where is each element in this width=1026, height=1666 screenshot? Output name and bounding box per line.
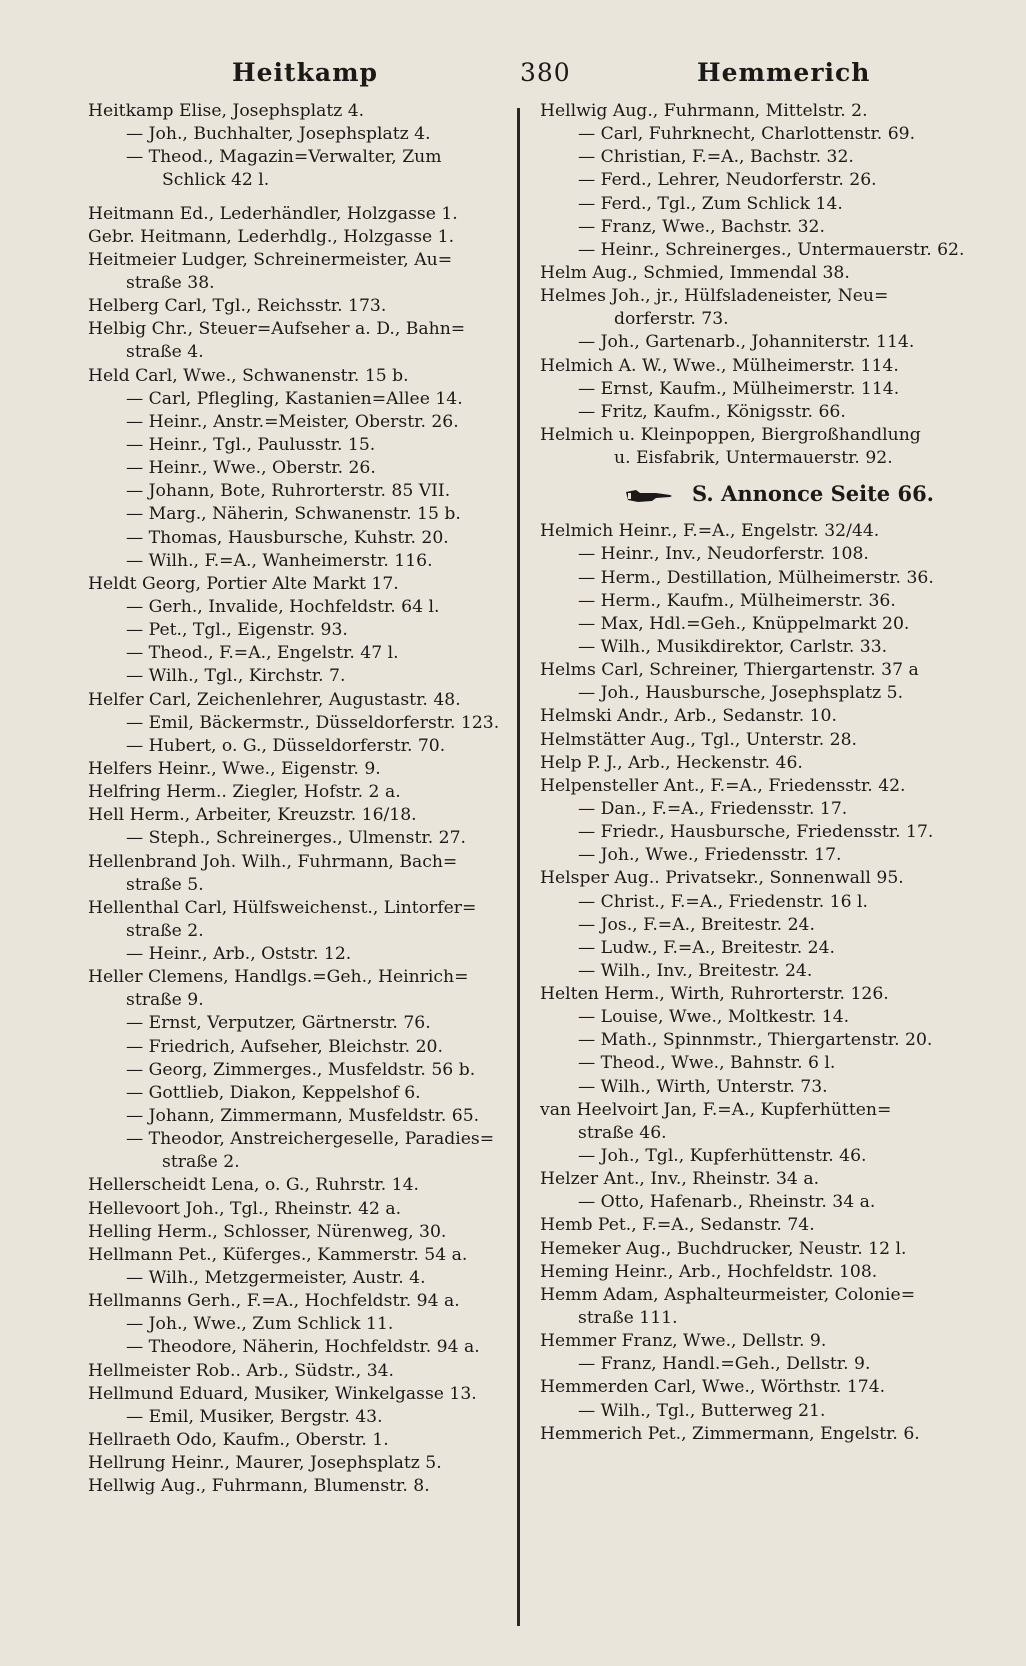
right-column-top-entries xyxy=(540,100,980,470)
entry-gap xyxy=(88,193,506,203)
directory-entry: — Christ., F.=A., Friedenstr. 16 l. xyxy=(578,891,868,912)
directory-entry: Hemb Pet., F.=A., Sedanstr. 74. xyxy=(540,1215,815,1236)
directory-entry: — Theod., Magazin=Verwalter, Zum xyxy=(126,147,442,168)
directory-entry: Helfring Herm.. Ziegler, Hofstr. 2 a. xyxy=(88,782,401,803)
directory-entry: — Ferd., Lehrer, Neudorferstr. 26. xyxy=(578,170,877,191)
directory-entry: Helmes Joh., jr., Hülfsladeneister, Neu= xyxy=(540,286,889,307)
directory-entry: — Joh., Hausbursche, Josephsplatz 5. xyxy=(578,683,904,704)
directory-entry: — Herm., Destillation, Mülheimerstr. 36. xyxy=(578,567,934,588)
directory-entry: Help P. J., Arb., Heckenstr. 46. xyxy=(540,752,803,773)
directory-entry: Hellenbrand Joh. Wilh., Fuhrmann, Bach= xyxy=(88,851,458,872)
page-number: 380 xyxy=(520,58,571,87)
directory-entry: — Heinr., Wwe., Oberstr. 26. xyxy=(126,458,376,479)
directory-entry: — Dan., F.=A., Friedensstr. 17. xyxy=(578,798,848,819)
directory-entry: Hemeker Aug., Buchdrucker, Neustr. 12 l. xyxy=(540,1238,907,1259)
directory-entry: Helfers Heinr., Wwe., Eigenstr. 9. xyxy=(88,758,381,779)
pointing-hand-icon xyxy=(626,489,674,503)
directory-entry: Helberg Carl, Tgl., Reichsstr. 173. xyxy=(88,296,387,317)
directory-entry: straße 5. xyxy=(126,874,204,895)
directory-entry: — Pet., Tgl., Eigenstr. 93. xyxy=(126,620,348,641)
annonce-text: S. Annonce Seite 66. xyxy=(691,481,934,507)
directory-entry: Hellmeister Rob.. Arb., Südstr., 34. xyxy=(88,1360,395,1381)
directory-entry: — Wilh., Wirth, Unterstr. 73. xyxy=(578,1076,828,1097)
directory-entry: Helmski Andr., Arb., Sedanstr. 10. xyxy=(540,706,837,727)
directory-entry: Hellmund Eduard, Musiker, Winkelgasse 13. xyxy=(88,1383,477,1404)
directory-entry: Hellrung Heinr., Maurer, Josephsplatz 5. xyxy=(88,1453,442,1474)
directory-entry: — Joh., Tgl., Kupferhüttenstr. 46. xyxy=(578,1146,867,1167)
directory-entry: Helmich u. Kleinpoppen, Biergroßhandlung xyxy=(540,424,921,445)
directory-entry: straße 4. xyxy=(126,342,204,363)
directory-entry: Helmstätter Aug., Tgl., Unterstr. 28. xyxy=(540,729,857,750)
directory-entry: — Heinr., Inv., Neudorferstr. 108. xyxy=(578,544,869,565)
header-right-title: Hemmerich xyxy=(697,58,871,87)
directory-entry: — Marg., Näherin, Schwanenstr. 15 b. xyxy=(126,504,461,525)
directory-entry: — Franz, Wwe., Bachstr. 32. xyxy=(578,216,825,237)
directory-entry: — Wilh., Tgl., Kirchstr. 7. xyxy=(126,666,346,687)
directory-entry: u. Eisfabrik, Untermauerstr. 92. xyxy=(614,448,893,469)
directory-entry: Heldt Georg, Portier Alte Markt 17. xyxy=(88,573,399,594)
directory-entry: — Heinr., Tgl., Paulusstr. 15. xyxy=(126,434,376,455)
directory-entry: Hemm Adam, Asphalteurmeister, Colonie= xyxy=(540,1284,916,1305)
directory-entry: — Emil, Bäckermstr., Düsseldorferstr. 123. xyxy=(126,712,500,733)
directory-entry: — Joh., Gartenarb., Johanniterstr. 114. xyxy=(578,332,915,353)
directory-entry: Heming Heinr., Arb., Hochfeldstr. 108. xyxy=(540,1261,878,1282)
column-divider xyxy=(517,108,520,1626)
directory-entry: Helmich A. W., Wwe., Mülheimerstr. 114. xyxy=(540,355,899,376)
directory-entry: — Wilh., F.=A., Wanheimerstr. 116. xyxy=(126,550,433,571)
directory-entry: straße 38. xyxy=(126,272,215,293)
directory-entry: straße 111. xyxy=(578,1308,678,1329)
directory-entry: straße 2. xyxy=(126,920,204,941)
directory-entry: — Theod., F.=A., Engelstr. 47 l. xyxy=(126,643,399,664)
directory-entry: Hellevoort Joh., Tgl., Rheinstr. 42 a. xyxy=(88,1198,402,1219)
directory-entry: — Herm., Kaufm., Mülheimerstr. 36. xyxy=(578,590,896,611)
directory-entry: — Otto, Hafenarb., Rheinstr. 34 a. xyxy=(578,1192,876,1213)
annonce-notice xyxy=(540,476,980,512)
directory-entry: straße 2. xyxy=(162,1152,240,1173)
directory-entry: — Wilh., Musikdirektor, Carlstr. 33. xyxy=(578,636,888,657)
directory-entry: Hell Herm., Arbeiter, Kreuzstr. 16/18. xyxy=(88,805,417,826)
directory-entry: — Theod., Wwe., Bahnstr. 6 l. xyxy=(578,1053,836,1074)
directory-entry: Hemmer Franz, Wwe., Dellstr. 9. xyxy=(540,1331,827,1352)
directory-entry: Helling Herm., Schlosser, Nürenweg, 30. xyxy=(88,1221,447,1242)
directory-entry: Hellraeth Odo, Kaufm., Oberstr. 1. xyxy=(88,1430,389,1451)
directory-entry: — Wilh., Metzgermeister, Austr. 4. xyxy=(126,1268,426,1289)
directory-entry: — Steph., Schreinerges., Ulmenstr. 27. xyxy=(126,828,466,849)
directory-entry: — Wilh., Tgl., Butterweg 21. xyxy=(578,1400,826,1421)
directory-entry: Hellwig Aug., Fuhrmann, Blumenstr. 8. xyxy=(88,1476,430,1497)
directory-entry: — Wilh., Inv., Breitestr. 24. xyxy=(578,960,813,981)
directory-entry: Helten Herm., Wirth, Ruhrorterstr. 126. xyxy=(540,984,889,1005)
directory-entry: — Heinr., Arb., Oststr. 12. xyxy=(126,944,352,965)
directory-entry: — Thomas, Hausbursche, Kuhstr. 20. xyxy=(126,527,449,548)
directory-entry: — Heinr., Schreinerges., Untermauerstr. 62. xyxy=(578,239,965,260)
right-column-bottom-entries xyxy=(540,520,980,1446)
directory-entry: Helfer Carl, Zeichenlehrer, Augustastr. 48. xyxy=(88,689,461,710)
directory-entry: Helmich Heinr., F.=A., Engelstr. 32/44. xyxy=(540,521,880,542)
directory-entry: straße 46. xyxy=(578,1122,667,1143)
directory-entry: Hellmanns Gerh., F.=A., Hochfeldstr. 94 a. xyxy=(88,1291,460,1312)
directory-entry: Hemmerich Pet., Zimmermann, Engelstr. 6. xyxy=(540,1423,920,1444)
directory-entry: — Theodor, Anstreichergeselle, Paradies= xyxy=(126,1129,495,1150)
directory-entry: — Heinr., Anstr.=Meister, Oberstr. 26. xyxy=(126,411,459,432)
directory-entry: — Carl, Pflegling, Kastanien=Allee 14. xyxy=(126,388,463,409)
directory-entry: Hellmann Pet., Küferges., Kammerstr. 54 a. xyxy=(88,1244,468,1265)
directory-entry: Gebr. Heitmann, Lederhdlg., Holzgasse 1. xyxy=(88,226,455,247)
directory-entry: — Joh., Wwe., Zum Schlick 11. xyxy=(126,1314,394,1335)
directory-entry: — Hubert, o. G., Düsseldorferstr. 70. xyxy=(126,735,446,756)
directory-entry: Heitmann Ed., Lederhändler, Holzgasse 1. xyxy=(88,203,458,224)
directory-entry: — Georg, Zimmerges., Musfeldstr. 56 b. xyxy=(126,1059,476,1080)
directory-entry: Hellerscheidt Lena, o. G., Ruhrstr. 14. xyxy=(88,1175,420,1196)
directory-entry: — Ferd., Tgl., Zum Schlick 14. xyxy=(578,193,843,214)
directory-entry: — Ludw., F.=A., Breitestr. 24. xyxy=(578,937,836,958)
directory-entry: — Theodore, Näherin, Hochfeldstr. 94 a. xyxy=(126,1337,480,1358)
directory-entry: — Max, Hdl.=Geh., Knüppelmarkt 20. xyxy=(578,613,910,634)
directory-entry: Heitmeier Ludger, Schreinermeister, Au= xyxy=(88,249,453,270)
directory-entry: — Friedrich, Aufseher, Bleichstr. 20. xyxy=(126,1036,443,1057)
directory-entry: — Friedr., Hausbursche, Friedensstr. 17. xyxy=(578,822,934,843)
header-left-title: Heitkamp xyxy=(232,58,379,87)
directory-entry: — Johann, Zimmermann, Musfeldstr. 65. xyxy=(126,1106,480,1127)
directory-entry: — Math., Spinnmstr., Thiergartenstr. 20. xyxy=(578,1030,933,1051)
directory-entry: — Emil, Musiker, Bergstr. 43. xyxy=(126,1406,383,1427)
directory-entry: — Carl, Fuhrknecht, Charlottenstr. 69. xyxy=(578,124,916,145)
right-column xyxy=(540,100,980,1446)
page-header xyxy=(0,58,1026,98)
directory-entry: — Louise, Wwe., Moltkestr. 14. xyxy=(578,1007,850,1028)
directory-entry: Helzer Ant., Inv., Rheinstr. 34 a. xyxy=(540,1169,820,1190)
directory-entry: Helpensteller Ant., F.=A., Friedensstr. 42. xyxy=(540,775,906,796)
directory-entry: Helm Aug., Schmied, Immendal 38. xyxy=(540,262,850,283)
directory-entry: van Heelvoirt Jan, F.=A., Kupferhütten= xyxy=(540,1099,892,1120)
directory-entry: — Johann, Bote, Ruhrorterstr. 85 VII. xyxy=(126,481,451,502)
directory-entry: Heitkamp Elise, Josephsplatz 4. xyxy=(88,101,365,121)
directory-entry: — Gottlieb, Diakon, Keppelshof 6. xyxy=(126,1082,421,1103)
directory-entry: dorferstr. 73. xyxy=(614,309,729,330)
directory-entry: — Franz, Handl.=Geh., Dellstr. 9. xyxy=(578,1354,871,1375)
directory-entry: — Jos., F.=A., Breitestr. 24. xyxy=(578,914,815,935)
directory-entry: Hellwig Aug., Fuhrmann, Mittelstr. 2. xyxy=(540,101,868,121)
directory-entry: — Ernst, Verputzer, Gärtnerstr. 76. xyxy=(126,1013,431,1034)
directory-entry: straße 9. xyxy=(126,990,204,1011)
left-column xyxy=(88,100,506,1498)
directory-entry: Helms Carl, Schreiner, Thiergartenstr. 37 a xyxy=(540,660,919,681)
directory-entry: — Joh., Buchhalter, Josephsplatz 4. xyxy=(126,124,431,145)
directory-entry: — Fritz, Kaufm., Königsstr. 66. xyxy=(578,401,846,422)
directory-entry: Helbig Chr., Steuer=Aufseher a. D., Bahn= xyxy=(88,319,466,340)
directory-entry: Helsper Aug.. Privatsekr., Sonnenwall 95. xyxy=(540,868,904,889)
directory-entry: Hellenthal Carl, Hülfsweichenst., Lintorfer= xyxy=(88,897,477,918)
directory-entry: — Ernst, Kaufm., Mülheimerstr. 114. xyxy=(578,378,900,399)
directory-entry: Held Carl, Wwe., Schwanenstr. 15 b. xyxy=(88,365,409,386)
directory-entry: — Joh., Wwe., Friedensstr. 17. xyxy=(578,845,842,866)
directory-entry: Schlick 42 l. xyxy=(162,170,270,191)
directory-entry: Heller Clemens, Handlgs.=Geh., Heinrich= xyxy=(88,967,469,988)
directory-entry: — Christian, F.=A., Bachstr. 32. xyxy=(578,147,854,168)
directory-entry: Hemmerden Carl, Wwe., Wörthstr. 174. xyxy=(540,1377,886,1398)
directory-entry: — Gerh., Invalide, Hochfeldstr. 64 l. xyxy=(126,596,440,617)
